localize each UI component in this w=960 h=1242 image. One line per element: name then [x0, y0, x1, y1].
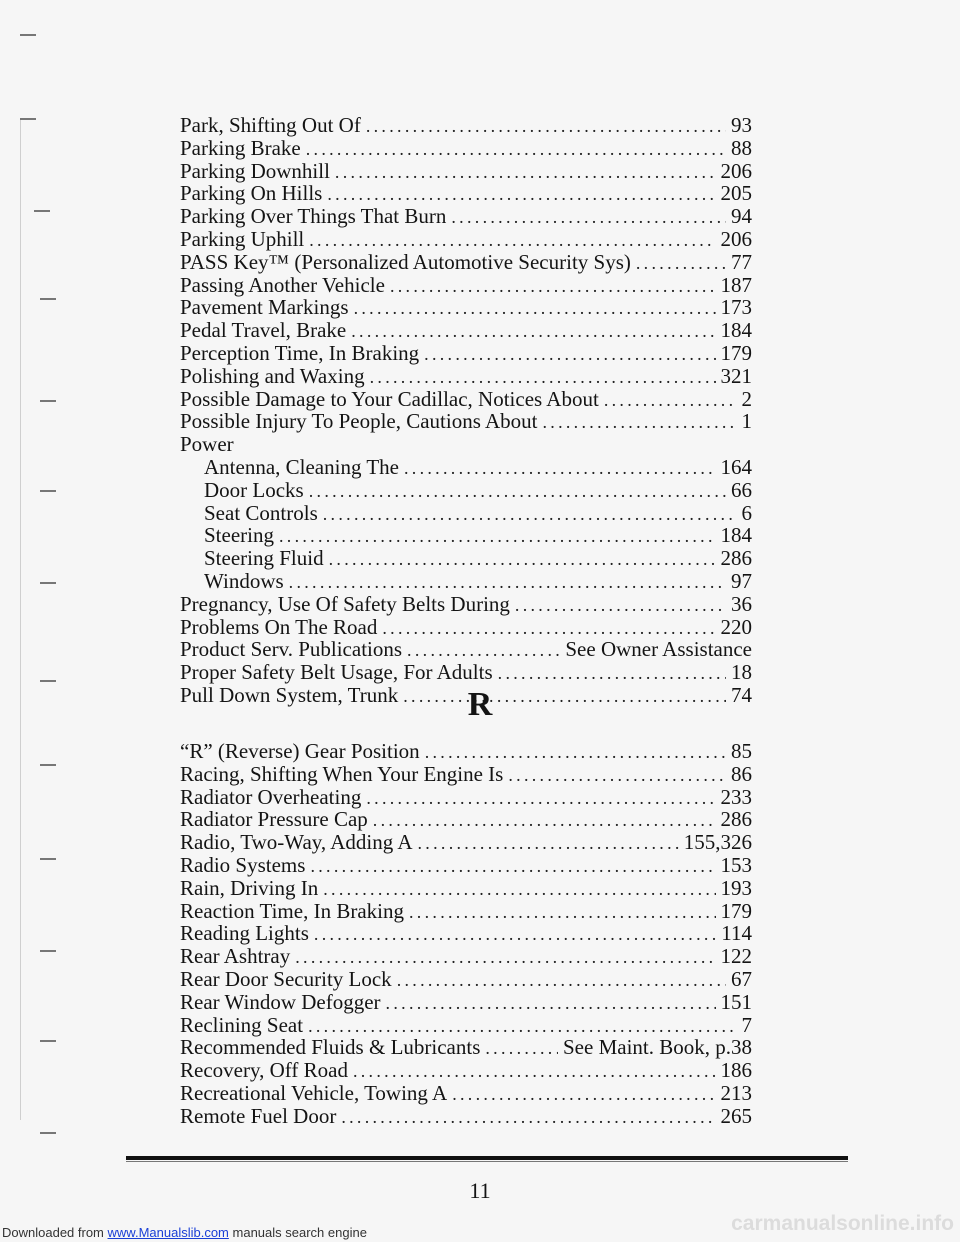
index-page-ref: 193	[720, 875, 752, 900]
dot-leader	[279, 525, 716, 548]
dot-leader	[452, 1083, 715, 1106]
dot-leader	[498, 662, 726, 685]
binding-mark	[40, 1132, 56, 1134]
binding-mark	[34, 210, 50, 212]
index-entry	[180, 1105, 752, 1128]
index-page-ref: 1	[741, 409, 752, 434]
index-term: Recreational Vehicle, Towing A	[180, 1080, 448, 1105]
index-term: Perception Time, In Braking	[180, 340, 420, 365]
dot-leader	[485, 1037, 558, 1060]
index-term: Door Locks	[204, 477, 304, 502]
index-page-ref: 220	[720, 614, 752, 639]
dot-leader	[404, 457, 716, 480]
index-entry	[180, 456, 752, 479]
binding-mark	[40, 680, 56, 682]
index-term: Radiator Overheating	[180, 784, 362, 809]
index-entry	[180, 808, 752, 831]
index-term: Pavement Markings	[180, 295, 349, 320]
dot-leader	[366, 787, 715, 810]
dot-leader	[424, 343, 715, 366]
index-page-ref: 122	[720, 944, 752, 969]
index-page-ref: 206	[720, 226, 752, 251]
index-entry	[180, 388, 752, 411]
index-term: Pedal Travel, Brake	[180, 318, 347, 343]
index-term: Power	[180, 432, 234, 457]
dot-leader	[309, 480, 726, 503]
dot-leader	[508, 764, 726, 787]
dot-leader	[341, 1106, 715, 1129]
dot-leader	[451, 206, 726, 229]
index-term: Steering	[204, 523, 274, 548]
dot-leader	[310, 855, 715, 878]
index-term: Parking Brake	[180, 135, 301, 160]
dot-leader	[373, 809, 716, 832]
index-entry	[180, 205, 752, 228]
binding-mark	[20, 34, 36, 36]
index-term: Parking On Hills	[180, 181, 323, 206]
index-page-ref: 6	[741, 500, 752, 525]
binding-edge	[0, 0, 110, 1242]
index-entry	[180, 763, 752, 786]
index-page-ref: 93	[731, 113, 752, 137]
index-term: Possible Injury To People, Cautions About	[180, 409, 538, 434]
index-term: Pull Down System, Trunk	[180, 682, 399, 707]
index-page-ref: 186	[720, 1058, 752, 1083]
index-page-ref: 66	[731, 477, 752, 502]
index-page-ref: 77	[731, 249, 752, 274]
manualslib-link[interactable]: www.Manualslib.com	[107, 1225, 229, 1240]
index-entry	[180, 991, 752, 1014]
binding-mark	[40, 858, 56, 860]
index-page-ref: 18	[731, 660, 752, 685]
index-entry	[180, 831, 752, 854]
binding-mark	[40, 764, 56, 766]
index-page-ref: 205	[720, 181, 752, 206]
index-page-ref: 36	[731, 591, 752, 616]
index-page-ref: 7	[741, 1012, 752, 1037]
index-term: Racing, Shifting When Your Engine Is	[180, 761, 504, 786]
dot-leader	[353, 1060, 716, 1083]
index-page-ref: 187	[720, 272, 752, 297]
index-entry	[180, 251, 752, 274]
index-entry	[180, 593, 752, 616]
dot-leader	[351, 320, 715, 343]
index-page-ref: 2	[741, 386, 752, 411]
index-page-ref: 85	[731, 739, 752, 763]
index-page-ref: 114	[721, 921, 752, 946]
index-page-ref: 151	[720, 989, 752, 1014]
index-page-ref: 155,326	[683, 830, 752, 855]
index-term: Parking Over Things That Burn	[180, 204, 447, 229]
dot-leader	[542, 411, 736, 434]
index-entry	[180, 661, 752, 684]
index-page-ref: 286	[720, 546, 752, 571]
dot-leader	[407, 639, 560, 662]
index-page-ref: 173	[720, 295, 752, 320]
index-page-ref: See Maint. Book, p.38	[563, 1035, 752, 1060]
index-page-ref: 179	[720, 898, 752, 923]
index-entry	[180, 342, 752, 365]
dot-leader	[306, 138, 726, 161]
index-entry	[180, 547, 752, 570]
dot-leader	[397, 969, 726, 992]
index-page-ref: 206	[720, 158, 752, 183]
index-page-ref: 213	[720, 1080, 752, 1105]
index-term: Radio Systems	[180, 852, 306, 877]
index-term: Pregnancy, Use Of Safety Belts During	[180, 591, 510, 616]
binding-mark	[40, 400, 56, 402]
dot-leader	[515, 594, 726, 617]
index-list-p	[180, 114, 752, 707]
index-term: Antenna, Cleaning The	[204, 454, 399, 479]
binding-mark	[40, 298, 56, 300]
index-term: Product Serv. Publications	[180, 637, 403, 662]
dot-leader	[390, 275, 716, 298]
index-entry	[180, 1036, 752, 1059]
dot-leader	[382, 617, 715, 640]
index-term: Possible Damage to Your Cadillac, Notices About	[180, 386, 599, 411]
dot-leader	[335, 161, 716, 184]
index-page-ref: 88	[731, 135, 752, 160]
index-entry	[180, 1014, 752, 1037]
index-page-ref: 94	[731, 204, 752, 229]
dot-leader	[604, 389, 737, 412]
index-term: Remote Fuel Door	[180, 1103, 337, 1128]
index-page-ref: 67	[731, 966, 752, 991]
index-entry	[180, 410, 752, 433]
index-page-ref: 74	[731, 682, 752, 707]
binding-mark	[20, 118, 36, 120]
binding-mark	[40, 582, 56, 584]
index-entry	[180, 114, 752, 137]
index-entry	[180, 182, 752, 205]
index-term: Park, Shifting Out Of	[180, 113, 361, 137]
index-term: Passing Another Vehicle	[180, 272, 385, 297]
index-page-ref: 184	[720, 318, 752, 343]
index-entry	[180, 274, 752, 297]
index-page-ref: 184	[720, 523, 752, 548]
index-term: Rear Door Security Lock	[180, 966, 392, 991]
dot-leader	[323, 878, 715, 901]
dot-leader	[418, 832, 679, 855]
index-entry	[180, 638, 752, 661]
index-term: Parking Uphill	[180, 226, 305, 251]
index-entry	[180, 900, 752, 923]
binding-mark	[40, 1040, 56, 1042]
index-term: Steering Fluid	[204, 546, 324, 571]
index-term: PASS Key™ (Personalized Automotive Security Sys)	[180, 249, 631, 274]
index-entry	[180, 945, 752, 968]
index-entry	[180, 786, 752, 809]
index-list-r	[180, 740, 752, 1128]
index-entry	[180, 160, 752, 183]
download-prefix: Downloaded from	[2, 1225, 104, 1240]
binding-mark	[40, 490, 56, 492]
index-entry	[180, 319, 752, 342]
index-entry	[180, 479, 752, 502]
index-page-ref: 179	[720, 340, 752, 365]
binding-mark	[40, 950, 56, 952]
dot-leader	[308, 1015, 736, 1038]
index-page-ref: 286	[720, 807, 752, 832]
footer-rule	[126, 1156, 848, 1160]
index-entry	[180, 433, 752, 456]
dot-leader	[327, 183, 715, 206]
index-term: Reaction Time, In Braking	[180, 898, 404, 923]
index-entry	[180, 616, 752, 639]
index-term: Windows	[204, 568, 284, 593]
index-entry	[180, 968, 752, 991]
dot-leader	[314, 923, 716, 946]
dot-leader	[425, 741, 726, 764]
index-entry	[180, 365, 752, 388]
index-term: Rear Ashtray	[180, 944, 291, 969]
index-term: Parking Downhill	[180, 158, 330, 183]
index-term: Proper Safety Belt Usage, For Adults	[180, 660, 493, 685]
index-term: Radiator Pressure Cap	[180, 807, 368, 832]
footer-rule-thin	[126, 1161, 848, 1162]
index-term: Seat Controls	[204, 500, 318, 525]
index-term: Rear Window Defogger	[180, 989, 381, 1014]
dot-leader	[636, 252, 726, 275]
index-page-ref: 265	[720, 1103, 752, 1128]
download-footer	[2, 1226, 367, 1240]
index-term: Reclining Seat	[180, 1012, 304, 1037]
dot-leader	[329, 548, 716, 571]
index-page-ref: 321	[720, 363, 752, 388]
index-term: Recommended Fluids & Lubricants	[180, 1035, 481, 1060]
index-entry	[180, 228, 752, 251]
index-entry	[180, 877, 752, 900]
index-entry	[180, 137, 752, 160]
dot-leader	[409, 901, 716, 924]
section-heading-r: R	[467, 686, 493, 723]
index-entry	[180, 570, 752, 593]
index-entry	[180, 502, 752, 525]
index-page-ref: 233	[720, 784, 752, 809]
dot-leader	[354, 297, 716, 320]
dot-leader	[323, 503, 737, 526]
index-term: Problems On The Road	[180, 614, 378, 639]
index-term: Recovery, Off Road	[180, 1058, 348, 1083]
dot-leader	[386, 992, 716, 1015]
dot-leader	[366, 115, 726, 138]
watermark: carmanualsonline.info	[731, 1212, 954, 1235]
index-entry	[180, 1082, 752, 1105]
index-page-ref: 164	[720, 454, 752, 479]
index-page-ref: 153	[720, 852, 752, 877]
index-entry	[180, 854, 752, 877]
index-page-ref: 86	[731, 761, 752, 786]
index-page-ref: 97	[731, 568, 752, 593]
index-entry	[180, 740, 752, 763]
page-number: 11	[469, 1178, 491, 1203]
index-term: Reading Lights	[180, 921, 309, 946]
index-entry	[180, 922, 752, 945]
dot-leader	[309, 229, 715, 252]
index-term: “R” (Reverse) Gear Position	[180, 739, 420, 763]
index-entry	[180, 296, 752, 319]
index-page-ref: See Owner Assistance	[565, 637, 752, 662]
dot-leader	[295, 946, 715, 969]
dot-leader	[370, 366, 716, 389]
dot-leader	[289, 571, 726, 594]
index-entry	[180, 1059, 752, 1082]
download-suffix: manuals search engine	[232, 1225, 367, 1240]
index-term: Rain, Driving In	[180, 875, 319, 900]
index-entry	[180, 524, 752, 547]
index-term: Polishing and Waxing	[180, 363, 365, 388]
index-term: Radio, Two-Way, Adding A	[180, 830, 413, 855]
